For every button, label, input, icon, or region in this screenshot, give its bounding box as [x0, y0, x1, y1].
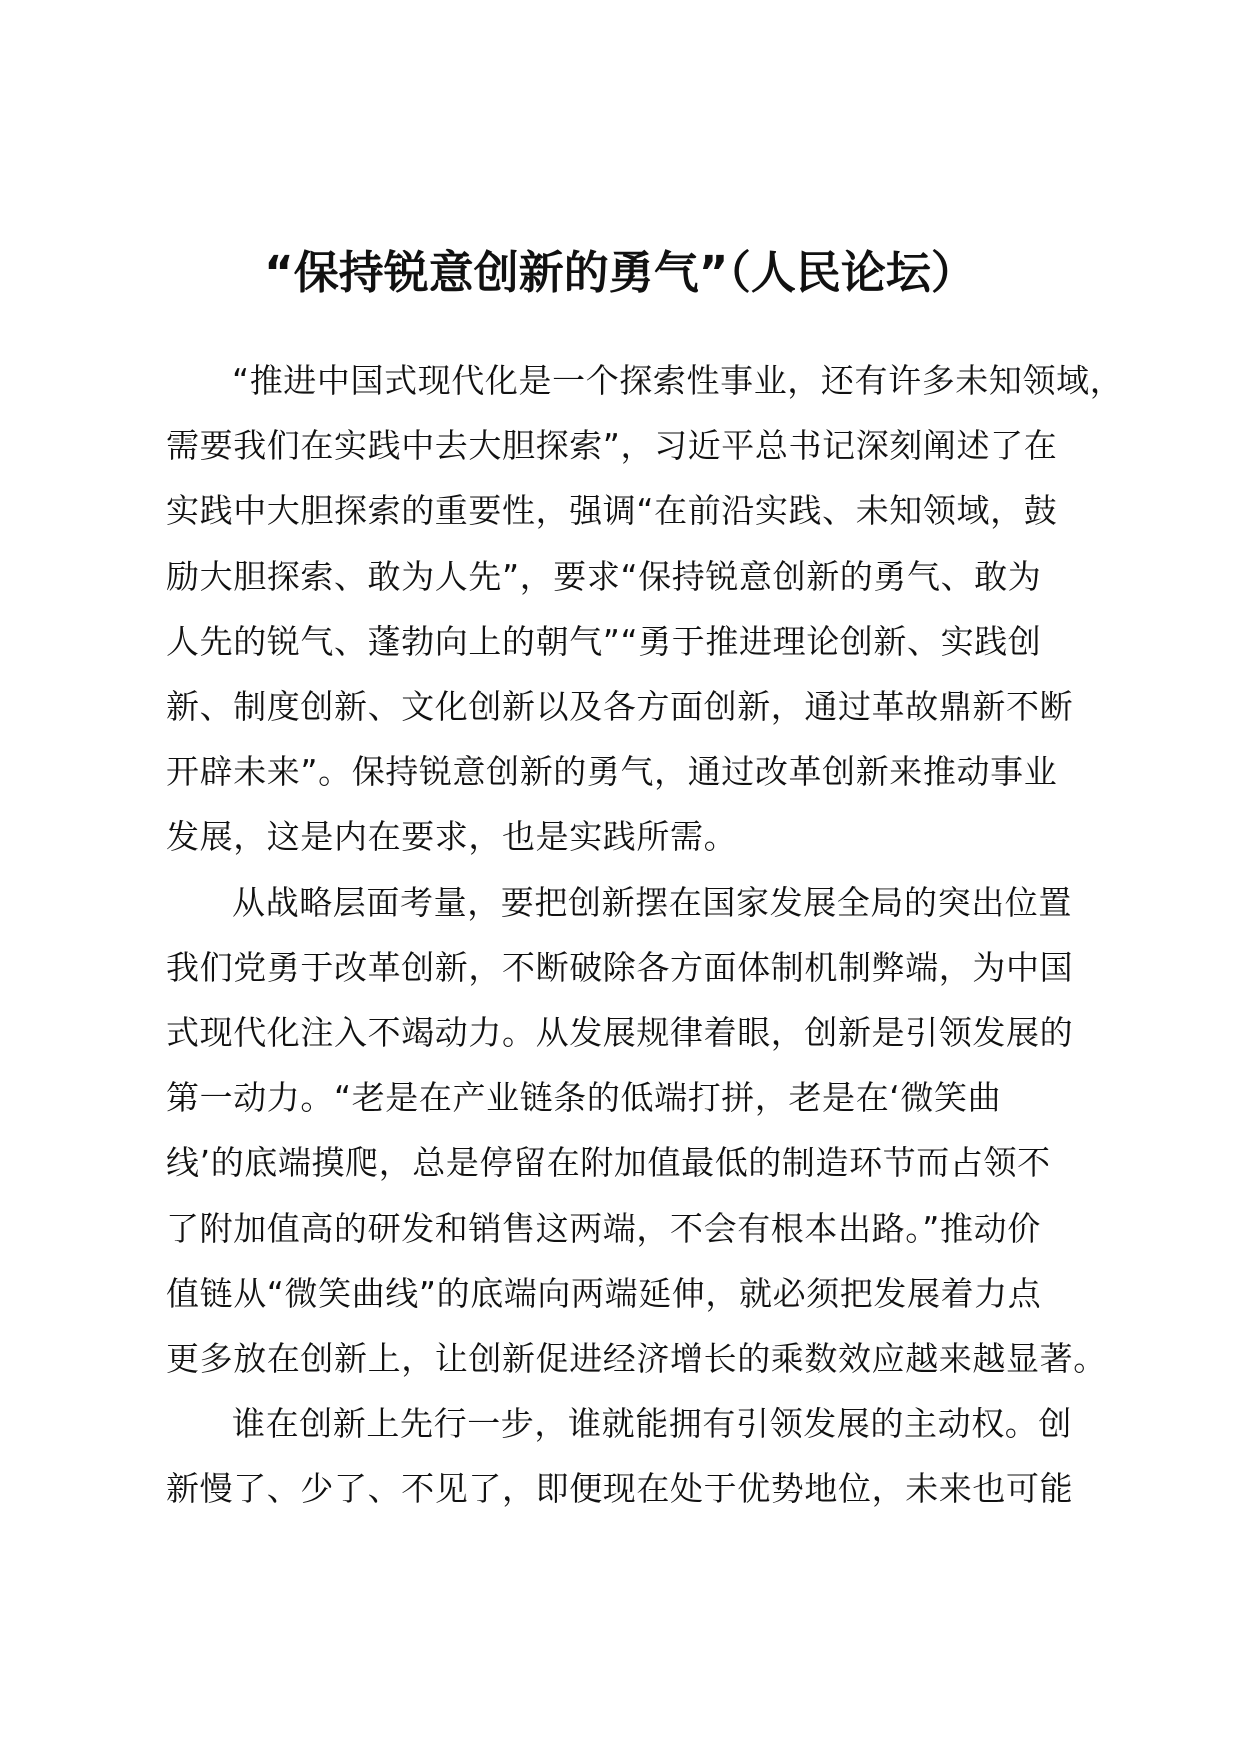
- paragraph-2: [166, 870, 1107, 1392]
- paragraph-line: 了附加值高的研发和销售这两端，不会有根本出路。”推动价: [166, 1208, 1041, 1248]
- paragraph-line: 需要我们在实践中去大胆探索”，习近平总书记深刻阐述了在: [166, 426, 1058, 466]
- paragraph-line: 第一动力。“老是在产业链条的低端打拼，老是在‘微笑曲: [166, 1078, 1002, 1118]
- paragraph-line: “推进中国式现代化是一个探索性事业，还有许多未知领域，: [232, 361, 1124, 400]
- paragraph-line: 励大胆探索、敢为人先”，要求“保持锐意创新的勇气、敢为: [166, 556, 1042, 596]
- paragraph-line: 值链从“微笑曲线”的底端向两端延伸，就必须把发展着力点: [166, 1273, 1042, 1313]
- document-body: [166, 348, 1124, 1522]
- paragraph-line: 新、制度创新、文化创新以及各方面创新，通过革故鼎新不断: [166, 687, 1074, 727]
- paragraph-line: 实践中大胆探索的重要性，强调“在前沿实践、未知领域，鼓: [166, 491, 1058, 531]
- paragraph-1: [166, 348, 1124, 870]
- paragraph-line: 线’的底端摸爬，总是停留在附加值最低的制造环节而占领不: [166, 1143, 1051, 1183]
- document-title: “保持锐意创新的勇气”（人民论坛）: [264, 246, 976, 299]
- paragraph-line: 谁在创新上先行一步，谁就能拥有引领发展的主动权。创: [232, 1404, 1072, 1444]
- paragraph-line: 人先的锐气、蓬勃向上的朝气”“勇于推进理论创新、实践创: [166, 621, 1042, 661]
- paragraph-line: 从战略层面考量，要把创新摆在国家发展全局的突出位置: [232, 882, 1072, 922]
- paragraph-line: 更多放在创新上，让创新促进经济增长的乘数效应越来越显著。: [166, 1339, 1107, 1379]
- paragraph-line: 我们党勇于改革创新，不断破除各方面体制机制弊端，为中国: [166, 947, 1074, 987]
- paragraph-line: 发展，这是内在要求，也是实践所需。: [166, 817, 738, 857]
- paragraph-3: [166, 1391, 1080, 1521]
- paragraph-line: 开辟未来”。保持锐意创新的勇气，通过改革创新来推动事业: [166, 752, 1058, 792]
- paragraph-line: 新慢了、少了、不见了，即便现在处于优势地位，未来也可能: [166, 1469, 1074, 1509]
- paragraph-line: 式现代化注入不竭动力。从发展规律着眼，创新是引领发展的: [166, 1013, 1074, 1053]
